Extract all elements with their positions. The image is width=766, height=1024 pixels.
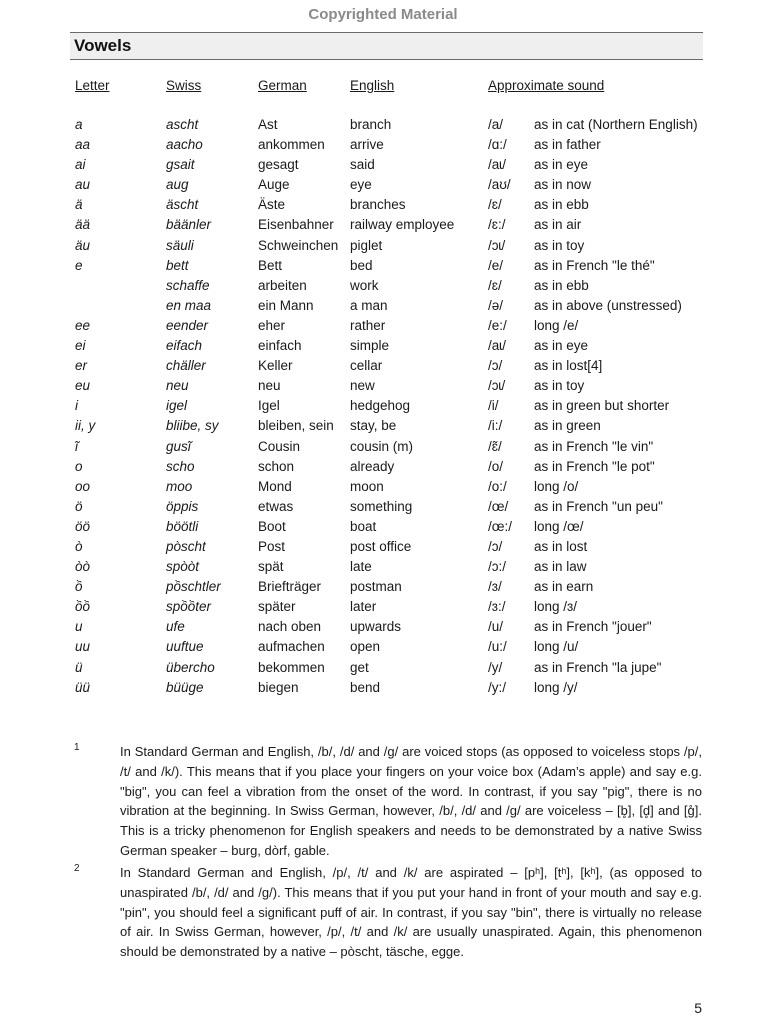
ipa-cell: /œ/ xyxy=(488,498,509,514)
table-row xyxy=(0,579,766,599)
german-cell: nach oben xyxy=(258,619,322,635)
english-cell: stay, be xyxy=(350,418,397,434)
swiss-cell: en maa xyxy=(166,297,212,313)
ipa-cell: /ɔɩ/ xyxy=(488,237,506,253)
english-cell: new xyxy=(350,378,375,394)
column-header-swiss: Swiss xyxy=(166,78,202,93)
table-row xyxy=(0,418,766,438)
approx-cell: long /ɜ/ xyxy=(534,599,577,615)
swiss-cell: büüge xyxy=(166,679,204,695)
ipa-cell: /ɛ/ xyxy=(488,197,502,213)
german-cell: arbeiten xyxy=(258,277,307,293)
letter-cell: ö xyxy=(75,498,83,514)
approx-cell: long /u/ xyxy=(534,639,579,655)
german-cell: ein Mann xyxy=(258,297,314,313)
swiss-cell: pòscht xyxy=(166,538,206,554)
section-header xyxy=(70,32,703,60)
table-row xyxy=(0,398,766,418)
german-cell: Auge xyxy=(258,177,290,193)
swiss-cell: eifach xyxy=(166,338,203,354)
german-cell: einfach xyxy=(258,338,302,354)
german-cell: neu xyxy=(258,378,281,394)
ipa-cell: /aʊ/ xyxy=(488,177,511,193)
approx-cell: long /e/ xyxy=(534,317,579,333)
approx-cell: as in cat (Northern English) xyxy=(534,117,698,132)
german-cell: Ast xyxy=(258,117,278,132)
swiss-cell: äscht xyxy=(166,197,199,213)
english-cell: work xyxy=(350,277,379,293)
table-row xyxy=(0,499,766,519)
approx-cell: as in now xyxy=(534,177,592,193)
table-row xyxy=(0,519,766,539)
ipa-cell: /ɑ:/ xyxy=(488,137,507,153)
german-cell: eher xyxy=(258,317,286,333)
letter-cell: ò xyxy=(75,538,83,554)
letter-cell: ü xyxy=(75,659,83,675)
english-cell: open xyxy=(350,639,381,655)
letter-cell: o xyxy=(75,458,83,474)
ipa-cell: /e:/ xyxy=(488,317,507,333)
approx-cell: as in French "la jupe" xyxy=(534,659,662,675)
table-row xyxy=(0,660,766,680)
german-cell: Äste xyxy=(258,197,286,213)
english-cell: simple xyxy=(350,338,390,354)
ipa-cell: /ɔɩ/ xyxy=(488,378,506,394)
german-cell: Eisenbahner xyxy=(258,217,334,233)
table-row xyxy=(0,338,766,358)
letter-cell: uu xyxy=(75,639,91,655)
swiss-cell: bäänler xyxy=(166,217,212,233)
german-cell: spät xyxy=(258,559,284,575)
letter-cell: ồ xyxy=(75,579,83,595)
footnote-text: In Standard German and English, /p/, /t/ and /k/ are aspirated – [pʰ], [tʰ], [kʰ], (as opposed to unaspirated /b/, /d/ and /g/). This means that if you put your hand in front of your mouth and say e.g. "pin", you should feel a significant puff of air. In contrast, if you say "bin", there is virtually no release of air. In Swiss German, however, /p/, /t/ and /k/ are usually unaspirated. Again, this phenomenon should be demonstrated by a native – pòscht, täsche, egge. xyxy=(120,865,702,960)
swiss-cell: pồschtler xyxy=(166,579,221,595)
table-row xyxy=(0,137,766,157)
swiss-cell: bett xyxy=(166,257,189,273)
english-cell: upwards xyxy=(350,619,402,635)
ipa-cell: /ɔ:/ xyxy=(488,559,507,575)
ipa-cell: /y:/ xyxy=(488,679,507,695)
english-cell: already xyxy=(350,458,395,474)
approx-cell: as in toy xyxy=(534,237,585,253)
table-row xyxy=(0,619,766,639)
ipa-cell: /ɜ/ xyxy=(488,579,502,595)
swiss-cell: scho xyxy=(166,458,195,474)
section-title: Vowels xyxy=(74,36,132,55)
footnote-number: 1 xyxy=(74,742,80,753)
table-row xyxy=(0,639,766,659)
english-cell: eye xyxy=(350,177,372,193)
ipa-cell: /aɩ/ xyxy=(488,157,507,173)
table-row xyxy=(0,117,766,137)
english-cell: railway employee xyxy=(350,217,455,233)
copyright-notice: Copyrighted Material xyxy=(308,6,458,23)
english-cell: post office xyxy=(350,538,412,554)
approx-cell: long /y/ xyxy=(534,679,578,695)
ipa-cell: /e/ xyxy=(488,257,504,273)
ipa-cell: /o/ xyxy=(488,458,504,474)
approx-cell: as in law xyxy=(534,559,587,575)
page-number: 5 xyxy=(694,1000,702,1016)
english-cell: said xyxy=(350,157,375,173)
ipa-cell: /i/ xyxy=(488,398,499,414)
swiss-cell: uuftue xyxy=(166,639,204,655)
table-row xyxy=(0,258,766,278)
letter-cell: oo xyxy=(75,478,91,494)
swiss-cell: übercho xyxy=(166,659,215,675)
footnote-number: 2 xyxy=(74,863,80,874)
table-row xyxy=(0,599,766,619)
english-cell: late xyxy=(350,559,372,575)
ipa-cell: /ɛ̃/ xyxy=(488,438,502,454)
letter-cell: au xyxy=(75,177,91,193)
german-cell: bekommen xyxy=(258,659,325,675)
approx-cell: as in ebb xyxy=(534,277,589,293)
column-header-english: English xyxy=(350,78,395,93)
letter-cell: ii, y xyxy=(75,418,96,434)
letter-cell: ä xyxy=(75,197,83,213)
letter-cell: er xyxy=(75,358,88,374)
column-header-approximate-sound: Approximate sound xyxy=(488,78,605,93)
swiss-cell: spồồter xyxy=(166,599,212,615)
german-cell: Igel xyxy=(258,398,280,414)
swiss-cell: igel xyxy=(166,398,188,414)
table-row xyxy=(0,680,766,700)
english-cell: branches xyxy=(350,197,406,213)
german-cell: ankommen xyxy=(258,137,325,153)
ipa-cell: /ɔ/ xyxy=(488,538,503,554)
german-cell: gesagt xyxy=(258,157,299,173)
swiss-cell: aug xyxy=(166,177,189,193)
german-cell: bleiben, sein xyxy=(258,418,334,434)
column-header-letter: Letter xyxy=(75,78,110,93)
approx-cell: as in above (unstressed) xyxy=(534,297,682,313)
ipa-cell: /ə/ xyxy=(488,297,504,313)
table-row xyxy=(0,278,766,298)
letter-cell: u xyxy=(75,619,83,635)
german-cell: aufmachen xyxy=(258,639,325,655)
table-row xyxy=(0,177,766,197)
approx-cell: as in French "un peu" xyxy=(534,498,663,514)
english-cell: cousin (m) xyxy=(350,438,414,454)
table-row xyxy=(0,358,766,378)
german-cell: etwas xyxy=(258,498,294,514)
english-cell: later xyxy=(350,599,377,615)
letter-cell: a xyxy=(75,117,83,132)
german-cell: schon xyxy=(258,458,295,474)
approx-cell: as in ebb xyxy=(534,197,589,213)
letter-cell: ĩ xyxy=(75,438,78,454)
swiss-cell: chäller xyxy=(166,358,206,374)
english-cell: get xyxy=(350,659,369,675)
table-row xyxy=(0,559,766,579)
approx-cell: as in French "le thé" xyxy=(534,257,655,273)
approx-cell: as in eye xyxy=(534,338,589,354)
approx-cell: as in French "le pot" xyxy=(534,458,655,474)
swiss-cell: neu xyxy=(166,378,189,394)
table-row xyxy=(0,459,766,479)
approx-cell: as in earn xyxy=(534,579,594,595)
swiss-cell: gsait xyxy=(166,157,195,173)
german-cell: Schweinchen xyxy=(258,237,339,253)
ipa-cell: /ɔ/ xyxy=(488,358,503,374)
swiss-cell: schaffe xyxy=(166,277,210,293)
table-row xyxy=(0,439,766,459)
swiss-cell: moo xyxy=(166,478,193,494)
english-cell: bend xyxy=(350,679,381,695)
letter-cell: üü xyxy=(75,679,91,695)
ipa-cell: /o:/ xyxy=(488,478,507,494)
ipa-cell: /ɛ:/ xyxy=(488,217,506,233)
ipa-cell: /ɜ:/ xyxy=(488,599,506,615)
swiss-cell: ufe xyxy=(166,619,185,635)
ipa-cell: /i:/ xyxy=(488,418,503,434)
english-cell: rather xyxy=(350,317,386,333)
german-cell: biegen xyxy=(258,679,299,695)
swiss-cell: eender xyxy=(166,317,209,333)
table-row xyxy=(0,318,766,338)
column-header-german: German xyxy=(258,78,307,93)
approx-cell: as in eye xyxy=(534,157,589,173)
english-cell: a man xyxy=(350,297,388,313)
approx-cell: as in lost[4] xyxy=(534,358,603,374)
swiss-cell: säuli xyxy=(166,237,194,253)
english-cell: hedgehog xyxy=(350,398,411,414)
approx-cell: as in toy xyxy=(534,378,585,394)
letter-cell: eu xyxy=(75,378,91,394)
approx-cell: as in French "jouer" xyxy=(534,619,652,635)
english-cell: piglet xyxy=(350,237,383,253)
letter-cell: e xyxy=(75,257,83,273)
letter-cell: ää xyxy=(75,217,91,233)
footnote-text: In Standard German and English, /b/, /d/ and /g/ are voiced stops (as opposed to voiceless stops /p/, /t/ and /k/). This means that if you place your fingers on your voice box (Adam’s apple) and say e.g. "big", you can feel a vibration from the onset of the word. In contrast, if you say "pig", there is no vibration at the beginning. In Swiss German, however, /b/, /d/ and /g/ are voiceless – [b̥], [d̥] and [g̊]. This is a tricky phenomenon for English speakers and needs to be demonstrated by a native Swiss German speaker – burg, dòrf, gable. xyxy=(120,744,702,858)
german-cell: Keller xyxy=(258,358,293,374)
swiss-cell: spòòt xyxy=(166,559,200,575)
letter-cell: ei xyxy=(75,338,86,354)
ipa-cell: /u/ xyxy=(488,619,504,635)
swiss-cell: ascht xyxy=(166,117,199,132)
table-row xyxy=(0,238,766,258)
english-cell: boat xyxy=(350,518,377,534)
german-cell: Post xyxy=(258,538,286,554)
letter-cell: ee xyxy=(75,317,91,333)
ipa-cell: /a/ xyxy=(488,117,504,132)
english-cell: bed xyxy=(350,257,373,273)
ipa-cell: /œ:/ xyxy=(488,518,512,534)
approx-cell: as in green xyxy=(534,418,601,434)
swiss-cell: aacho xyxy=(166,137,203,153)
german-cell: Bett xyxy=(258,257,283,273)
ipa-cell: /u:/ xyxy=(488,639,507,655)
ipa-cell: /y/ xyxy=(488,659,503,675)
approx-cell: as in lost xyxy=(534,538,588,554)
approx-cell: as in air xyxy=(534,217,582,233)
german-cell: Briefträger xyxy=(258,579,322,595)
approx-cell: as in French "le vin" xyxy=(534,438,654,454)
approx-cell: long /œ/ xyxy=(534,518,584,534)
approx-cell: long /o/ xyxy=(534,478,579,494)
german-cell: Cousin xyxy=(258,438,301,454)
letter-cell: aa xyxy=(75,137,91,153)
german-cell: Mond xyxy=(258,478,292,494)
english-cell: something xyxy=(350,498,413,514)
table-row xyxy=(0,479,766,499)
english-cell: cellar xyxy=(350,358,383,374)
swiss-cell: bliibe, sy xyxy=(166,418,219,434)
ipa-cell: /aɩ/ xyxy=(488,338,507,354)
letter-cell: ồồ xyxy=(75,599,91,615)
english-cell: moon xyxy=(350,478,384,494)
english-cell: postman xyxy=(350,579,402,595)
vowel-table xyxy=(0,117,766,700)
letter-cell: i xyxy=(75,398,78,414)
letter-cell: òò xyxy=(75,559,91,575)
letter-cell: öö xyxy=(75,518,91,534)
english-cell: arrive xyxy=(350,137,384,153)
table-row xyxy=(0,539,766,559)
letter-cell: äu xyxy=(75,237,91,253)
table-row xyxy=(0,378,766,398)
swiss-cell: gusĩ xyxy=(166,438,191,454)
table-row xyxy=(0,298,766,318)
approx-cell: as in father xyxy=(534,137,601,153)
table-row xyxy=(0,197,766,217)
german-cell: später xyxy=(258,599,296,615)
approx-cell: as in green but shorter xyxy=(534,398,670,414)
swiss-cell: böötli xyxy=(166,518,199,534)
german-cell: Boot xyxy=(258,518,286,534)
english-cell: branch xyxy=(350,117,392,132)
table-row xyxy=(0,157,766,177)
ipa-cell: /ɛ/ xyxy=(488,277,502,293)
letter-cell: ai xyxy=(75,157,86,173)
table-row xyxy=(0,217,766,237)
swiss-cell: öppis xyxy=(166,498,199,514)
